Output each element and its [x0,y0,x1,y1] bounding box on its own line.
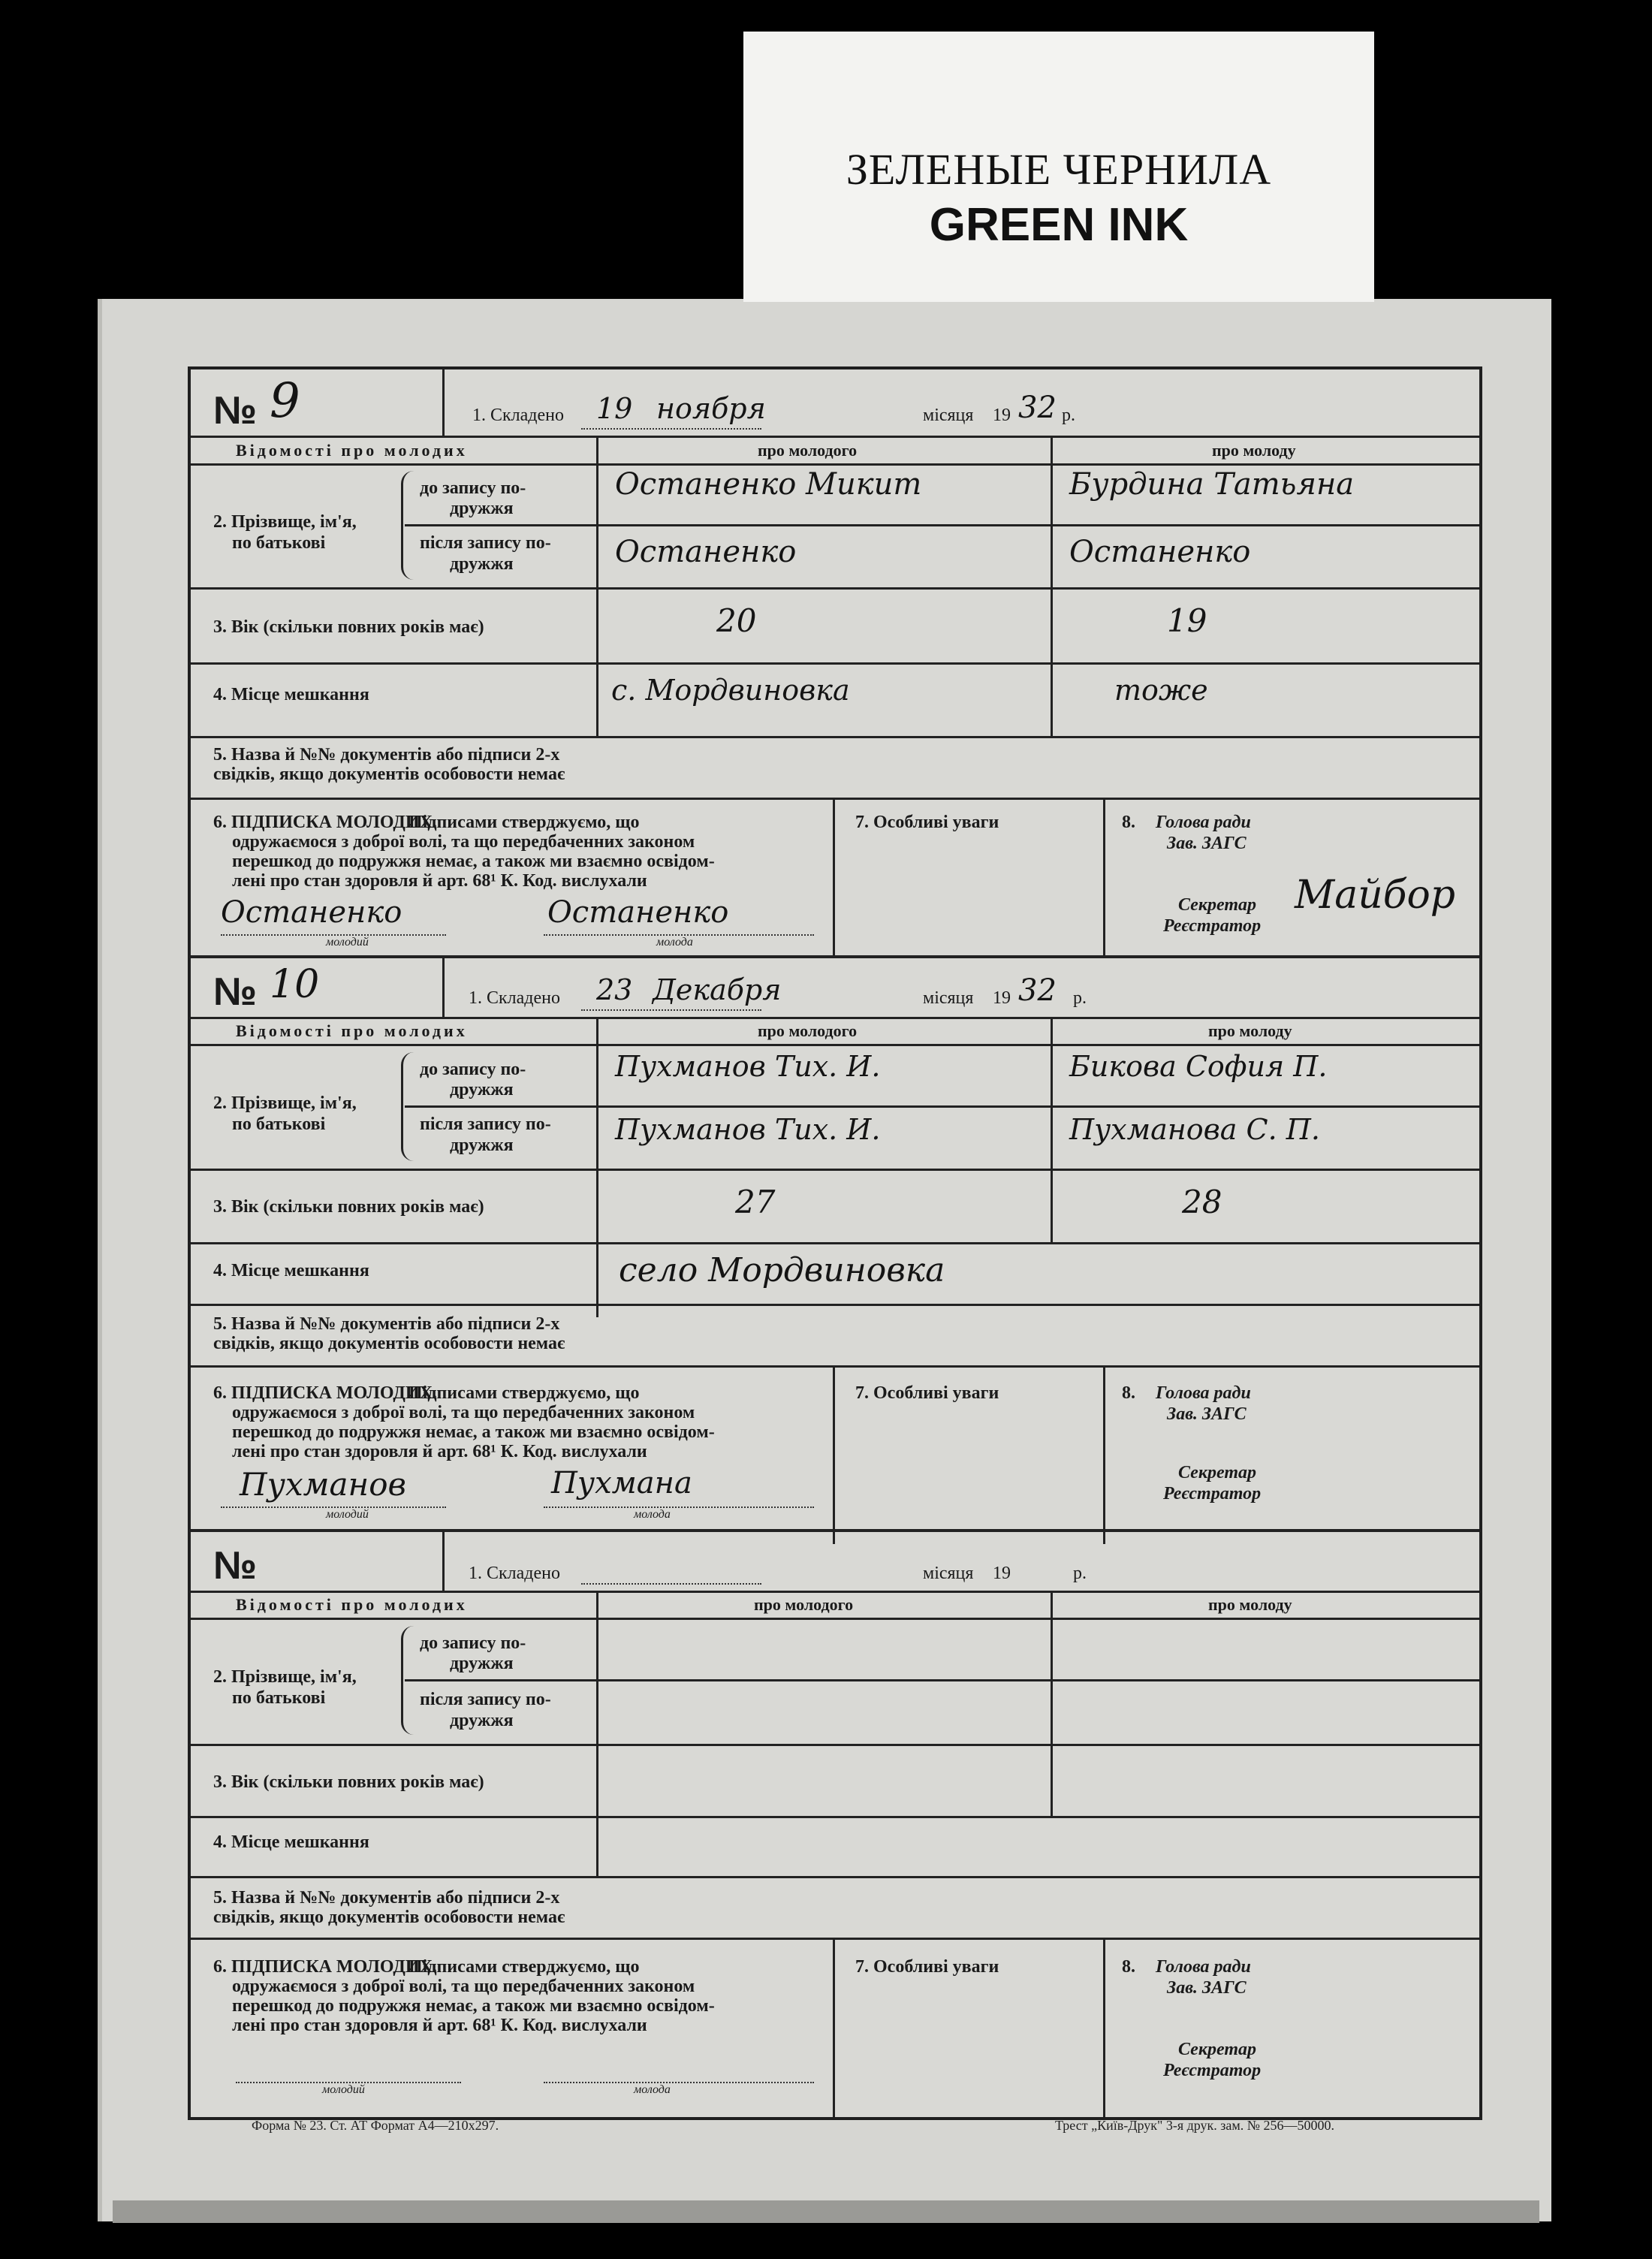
f2-label: 2. Прізвище, ім'я, [213,1667,357,1687]
compiled-label: 1. Складено [472,406,565,425]
f2-after: після запису по- [420,1690,551,1709]
f2-after: після запису по- [420,1114,551,1134]
f2-before: до запису по- [420,1060,526,1079]
f6-text-3: перешкод до подружжя немає, а також ми взаємно освідом- [232,852,715,871]
f6-text-2: одружаємося з доброї волі, та що передбаченних законом [232,1403,695,1422]
groom-name-before: Пухманов Тих. И. [615,1050,881,1083]
groom-name-after: Останенко [615,535,797,569]
paper-edge [113,2200,1539,2223]
record-number-sign: № [213,389,257,433]
f8-zags: Зав. ЗАГС [1167,834,1247,853]
f6-text-2: одружаємося з доброї волі, та що передбаченних законом [232,832,695,852]
f8-secretary: Секретар [1178,2040,1256,2059]
f8-secretary: Секретар [1178,1463,1256,1482]
month-label: місяця [923,988,974,1008]
month-label: місяця [923,1564,974,1583]
sign-groom-caption: молодий [322,2083,365,2096]
sign-bride-caption: молода [634,1508,671,1521]
header-groom: про молодого [754,1595,854,1614]
marriage-register-form [188,366,1482,2120]
year-suffix: р. [1073,1564,1087,1583]
compiled-label: 1. Складено [469,988,561,1008]
f3-age-label: 3. Вік (скільки повних років має) [213,617,484,637]
groom-name-before: Останенко Микит [615,467,922,502]
f2-after-2: дружжя [450,554,514,574]
header-info: Відомості про молодих [236,1595,468,1614]
groom-age: 27 [735,1184,776,1220]
f4-residence-label: 4. Місце мешкання [213,1832,369,1852]
f8-registrar: Реєстратор [1163,916,1262,936]
compiled-label: 1. Складено [469,1564,561,1583]
f8-number: 8. [1122,1383,1135,1403]
f2-after: після запису по- [420,533,551,553]
f8-registrar: Реєстратор [1163,1484,1262,1503]
groom-name-after: Пухманов Тих. И. [615,1113,881,1146]
sign-bride: Пухмана [551,1466,692,1500]
year-suffix: р. [1073,988,1087,1008]
compiled-year: 32 [1018,973,1057,1008]
f6-text-1: Підписами стверджуємо, що [408,1957,640,1977]
f5-documents-label: 5. Назва й №№ документів або підписи 2-х [213,745,560,765]
compiled-day: 19 [596,392,633,425]
bride-residence: тоже [1114,674,1208,707]
f7-notes-label: 7. Особливі уваги [855,1957,999,1977]
groom-age: 20 [716,602,757,639]
f8-number: 8. [1122,1957,1135,1977]
registrar-signature: Майбор [1295,873,1456,918]
year-prefix: 19 [993,406,1011,425]
f3-age-label: 3. Вік (скільки повних років має) [213,1197,484,1217]
footer-form-id: Форма № 23. Ст. АТ Формат А4—210x297. [252,2118,499,2133]
f2-before-2: дружжя [450,1080,514,1099]
bride-age: 19 [1167,602,1207,639]
compiled-year: 32 [1018,391,1057,425]
f2-label: 2. Прізвище, ім'я, [213,512,357,532]
f6-text-3: перешкод до подружжя немає, а також ми взаємно освідом- [232,1996,715,2016]
f6-text-1: Підписами стверджуємо, що [408,813,640,832]
f8-head: Голова ради [1156,1957,1251,1977]
header-info: Відомості про молодих [236,441,468,460]
compiled-month-value: ноября [656,392,766,425]
footer-printer: Трест „Київ-Друк" 3-я друк. зам. № 256—50000. [1055,2118,1334,2133]
bride-name-after: Пухманова С. П. [1069,1113,1320,1146]
f8-secretary: Секретар [1178,895,1256,915]
f5-documents-label: 5. Назва й №№ документів або підписи 2-х [213,1888,560,1908]
f6-text-4: лені про стан здоровля й арт. 68¹ К. Код. вислухали [232,2016,647,2035]
f8-zags: Зав. ЗАГС [1167,1404,1247,1424]
record-number-sign: № [213,970,257,1014]
ink-label-en: GREEN INK [929,199,1189,251]
f2-label-2: по батькові [232,533,326,553]
record-number: 9 [270,373,300,429]
header-bride: про молоду [1212,441,1296,460]
f5-documents-label: 5. Назва й №№ документів або підписи 2-х [213,1314,560,1334]
header-groom: про молодого [758,1021,858,1040]
f5-documents-label-2: свідків, якщо документів особовости немає [213,1908,565,1927]
f5-documents-label-2: свідків, якщо документів особовости немає [213,765,565,784]
sign-bride-caption: молода [634,2083,671,2096]
sign-groom: Пухманов [240,1466,406,1503]
f3-age-label: 3. Вік (скільки повних років має) [213,1772,484,1792]
sign-bride-caption: молода [656,936,693,949]
f6-title: 6. ПІДПИСКА МОЛОДИХ. [213,1383,437,1403]
record-section [191,369,1479,955]
f8-registrar: Реєстратор [1163,2061,1262,2080]
sign-groom-caption: молодий [326,936,369,949]
groom-residence: с. Мордвиновка [611,674,850,707]
f4-residence-label: 4. Місце мешкання [213,1261,369,1280]
header-bride: про молоду [1208,1595,1292,1614]
bride-age: 28 [1182,1184,1222,1220]
f8-head: Голова ради [1156,1383,1251,1403]
f2-label-2: по батькові [232,1688,326,1708]
month-label: місяця [923,406,974,425]
ink-label-card [743,32,1374,302]
compiled-month-value: Декабря [653,973,782,1006]
sign-groom: Останенко [221,895,402,930]
f2-before: до запису по- [420,1633,526,1653]
header-bride: про молоду [1208,1021,1292,1040]
sign-groom-caption: молодий [326,1508,369,1521]
f8-number: 8. [1122,813,1135,832]
f6-text-1: Підписами стверджуємо, що [408,1383,640,1403]
bride-name-before: Бикова София П. [1069,1050,1328,1083]
header-groom: про молодого [758,441,858,460]
f5-documents-label-2: свідків, якщо документів особовости немає [213,1334,565,1353]
f6-title: 6. ПІДПИСКА МОЛОДИХ. [213,813,437,832]
sign-bride: Останенко [547,895,729,930]
f2-before-2: дружжя [450,499,514,518]
f6-text-3: перешкод до подружжя немає, а також ми взаємно освідом- [232,1422,715,1442]
f6-text-4: лені про стан здоровля й арт. 68¹ К. Код. вислухали [232,871,647,891]
f8-head: Голова ради [1156,813,1251,832]
f2-after-2: дружжя [450,1136,514,1155]
f7-notes-label: 7. Особливі уваги [855,1383,999,1403]
record-number-sign: № [213,1544,257,1588]
record-number: 10 [270,962,320,1007]
bride-name-after: Останенко [1069,535,1251,569]
header-info: Відомості про молодих [236,1021,468,1040]
f4-residence-label: 4. Місце мешкання [213,685,369,704]
bride-name-before: Бурдина Татьяна [1069,467,1355,502]
f6-text-2: одружаємося з доброї волі, та що передбаченних законом [232,1977,695,1996]
record-section [191,958,1479,1544]
record-section [191,1532,1479,2117]
f2-label-2: по батькові [232,1114,326,1134]
year-prefix: 19 [993,1564,1011,1583]
f6-title: 6. ПІДПИСКА МОЛОДИХ. [213,1957,437,1977]
f2-label: 2. Прізвище, ім'я, [213,1093,357,1113]
ink-label-ru: ЗЕЛЕНЫЕ ЧЕРНИЛА [846,145,1272,194]
compiled-day: 23 [596,973,633,1006]
f8-zags: Зав. ЗАГС [1167,1978,1247,1998]
year-prefix: 19 [993,988,1011,1008]
year-suffix: р. [1062,406,1075,425]
groom-residence: село Мордвиновка [619,1251,945,1289]
f6-text-4: лені про стан здоровля й арт. 68¹ К. Код. вислухали [232,1442,647,1461]
f2-before: до запису по- [420,478,526,498]
f7-notes-label: 7. Особливі уваги [855,813,999,832]
f2-after-2: дружжя [450,1711,514,1730]
f2-before-2: дружжя [450,1654,514,1673]
